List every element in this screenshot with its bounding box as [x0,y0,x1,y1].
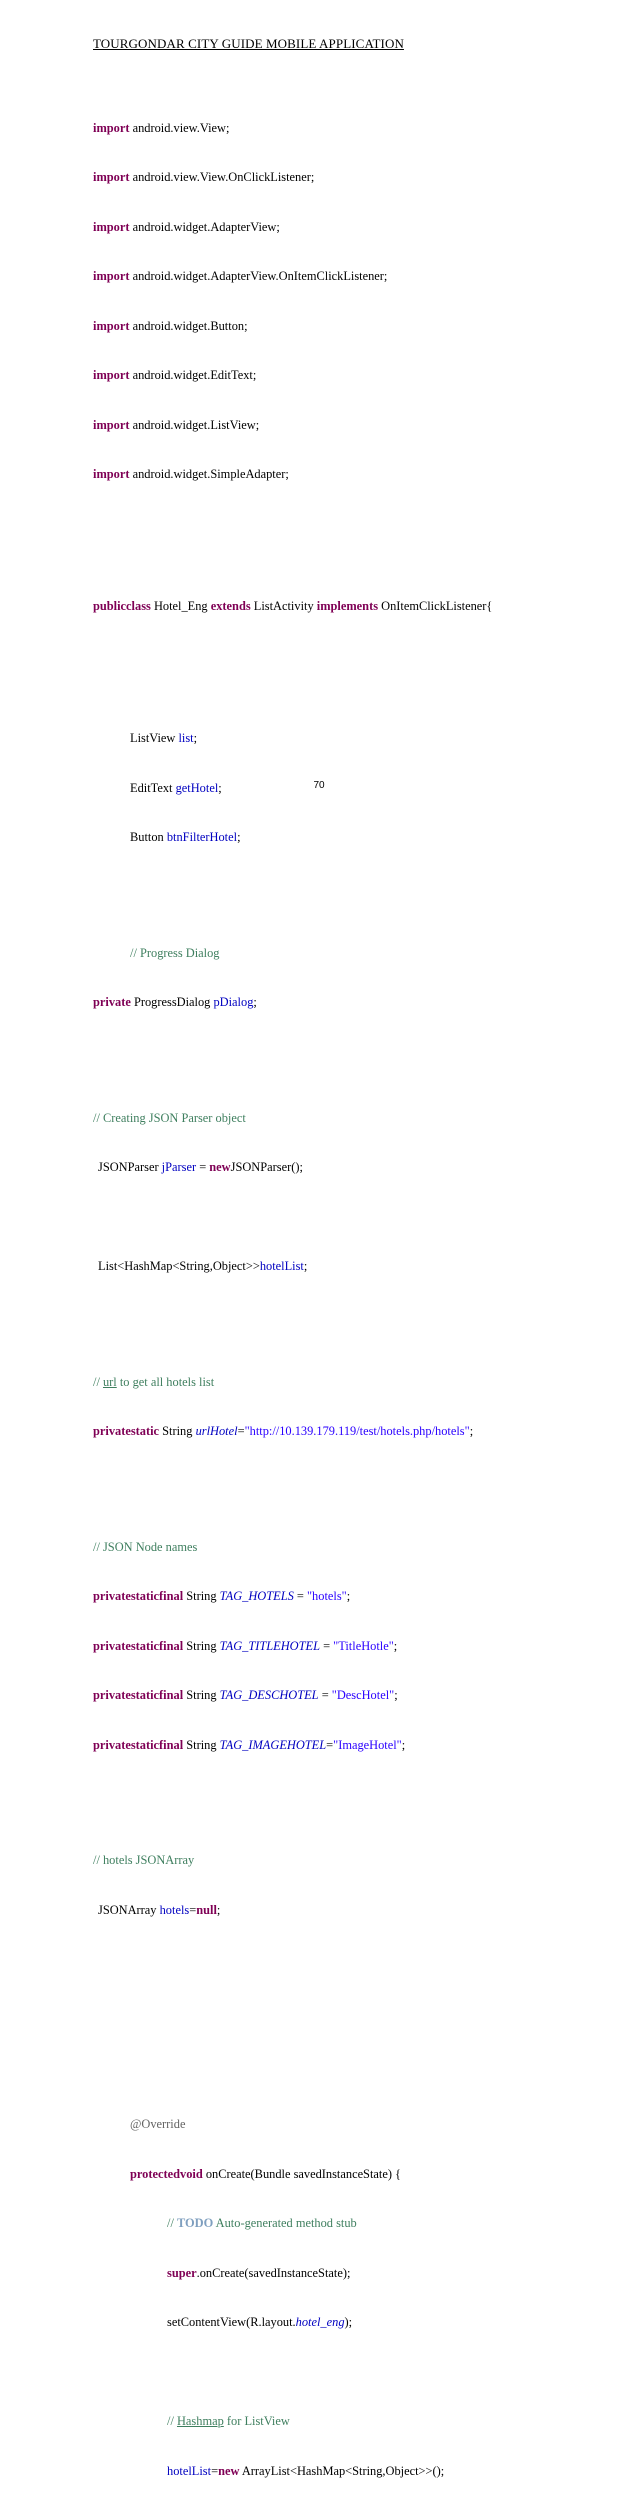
field-type: String [183,1638,220,1653]
blank-line [93,1473,613,1490]
terminator: ; [193,731,198,745]
keyword: import [93,170,130,184]
blank-line [93,879,613,896]
field-declaration [93,1159,613,1176]
blank-line [93,516,613,533]
field-name: TAG_HOTELS [219,1589,294,1603]
annotation: @Override [130,2117,186,2131]
comment-prefix: // [167,2414,177,2428]
keyword: privatestaticfinal [93,1638,184,1653]
operator: = [318,1688,332,1702]
blank-line [93,2050,613,2067]
keyword: implements [316,599,379,613]
keyword: import [93,120,130,135]
terminator: ; [253,995,257,1009]
import-path: android.widget.AdapterView.OnItemClickListener; [129,269,388,283]
field-type: Button [130,830,167,844]
keyword: super [167,2265,197,2280]
statement [93,2314,613,2331]
field-name: hotelList [259,1259,304,1273]
field-name: hotels [159,1902,190,1917]
field-name: hotelList [167,2463,212,2478]
import-path: android.widget.AdapterView; [129,219,280,234]
import-line [93,466,613,483]
field-type: String [159,1424,196,1438]
code-comment: // hotels JSONArray [93,1853,195,1867]
blank-line [93,2001,613,2018]
import-line [93,219,613,236]
keyword: privatestatic [93,1424,160,1438]
field-type: EditText [130,780,176,795]
keyword: import [93,269,130,283]
keyword: new [209,1160,231,1174]
terminator: ; [469,1424,474,1438]
import-path: android.widget.EditText; [129,368,257,382]
field-name: jParser [161,1160,197,1174]
code-comment: // Progress Dialog [130,945,220,960]
blank-line [93,1308,613,1325]
terminator: ; [216,1902,221,1917]
keyword: private [93,995,131,1009]
blank-line [93,1209,613,1226]
keyword: null [196,1902,217,1917]
comment-text: for ListView [223,2414,290,2428]
keyword: import [93,219,130,234]
keyword: import [93,467,130,481]
base-class: ListActivity [250,599,317,613]
field-name: TAG_DESCHOTEL [219,1688,319,1702]
field-name: list [178,731,194,745]
import-path: android.view.View.OnClickListener; [129,170,315,184]
operator: = [237,1424,245,1438]
terminator: ; [303,1259,308,1273]
field-declaration [93,994,613,1011]
code-comment [93,2215,613,2232]
keyword: privatestaticfinal [93,1688,184,1702]
constant-declaration [93,1638,613,1655]
comment-prefix: // [93,1374,103,1389]
field-declaration [93,730,613,747]
import-line [93,268,613,285]
import-path: android.widget.Button; [129,318,248,333]
terminator: ; [401,1737,406,1752]
code-comment: // JSON Node names [93,1539,198,1554]
blank-line [93,1044,613,1061]
string-literal: "ImageHotel" [333,1737,402,1752]
keyword: extends [210,599,251,613]
method-declaration [93,2166,613,2183]
keyword: privatestaticfinal [93,1589,184,1603]
import-line [93,367,613,384]
constant-declaration [93,1737,613,1754]
method-signature: onCreate(Bundle savedInstanceState) { [202,2166,402,2181]
field-name: TAG_IMAGEHOTEL [219,1737,327,1752]
import-line [93,318,613,335]
terminator: ; [218,780,222,795]
import-line [93,417,613,434]
operator: = [326,1737,334,1752]
field-type: ProgressDialog [130,995,214,1009]
field-type: JSONArray [98,1902,160,1917]
keyword: import [93,417,130,432]
code-comment [93,2413,613,2430]
blank-line [93,2364,613,2381]
constant-declaration [93,1588,613,1605]
constructor-call: JSONParser(); [230,1160,303,1174]
terminator: ; [346,1589,351,1603]
operator: = [319,1638,334,1653]
terminator: ; [237,830,241,844]
import-path: android.view.View; [129,120,230,135]
class-declaration [93,598,613,615]
keyword: new [218,2463,240,2478]
field-type: JSONParser [98,1160,162,1174]
import-line [93,169,613,186]
field-name: getHotel [175,780,219,795]
field-name: TAG_TITLEHOTEL [219,1638,320,1653]
string-literal: "TitleHotle" [333,1638,394,1653]
string-literal: "hotels" [307,1589,347,1603]
terminator: ); [344,2315,353,2329]
terminator: ; [393,1638,398,1653]
import-path: android.widget.SimpleAdapter; [129,467,289,481]
code-comment [93,1374,613,1391]
operator: = [189,1902,197,1917]
import-line [93,120,613,137]
field-name: urlHotel [195,1424,238,1438]
keyword: protectedvoid [130,2166,203,2181]
underlined-word: Hashmap [176,2414,224,2428]
field-declaration [93,829,613,846]
string-literal: "http://10.139.179.119/test/hotels.php/hotels" [244,1424,470,1438]
keyword: publicclass [93,599,151,613]
field-type: String [183,1688,220,1702]
class-name: Hotel_Eng [150,599,211,613]
constructor-call: ArrayList<HashMap<String,Object>>(); [239,2463,445,2478]
field-name: pDialog [213,995,254,1009]
statement [93,2265,613,2282]
import-path: android.widget.ListView; [129,417,260,432]
field-type: List<HashMap<String,Object>> [98,1259,260,1273]
blank-line [93,1951,613,1968]
field-type: ListView [130,731,179,745]
terminator: ; [394,1688,398,1702]
interface-name: OnItemClickListener{ [378,599,493,613]
operator: = [211,2463,219,2478]
constant-declaration [93,1687,613,1704]
operator: = [196,1160,210,1174]
keyword: import [93,368,130,382]
operator: = [293,1589,307,1603]
field-type: String [183,1589,220,1603]
blank-line [93,648,613,665]
field-declaration [93,1902,613,1919]
comment-prefix: // [167,2216,177,2230]
field-type: String [183,1737,220,1752]
field-name: hotel_eng [295,2315,345,2329]
underlined-word: url [102,1374,117,1389]
code-listing [93,70,613,2512]
document-header: TOURGONDAR CITY GUIDE MOBILE APPLICATION [93,36,404,51]
method-call: setContentView(R.layout. [167,2315,296,2329]
page-number: 70 [313,780,325,791]
field-declaration [93,1423,613,1440]
code-comment: // Creating JSON Parser object [93,1110,246,1125]
comment-text: to get all hotels list [116,1374,215,1389]
todo-tag: TODO [176,2216,214,2230]
keyword: import [93,318,130,333]
field-declaration [93,1258,613,1275]
statement [93,2463,613,2480]
keyword: privatestaticfinal [93,1737,184,1752]
comment-text: Auto-generated method stub [213,2216,357,2230]
string-literal: "DescHotel" [331,1688,395,1702]
blank-line [93,1786,613,1803]
field-name: btnFilterHotel [166,830,238,844]
method-call: .onCreate(savedInstanceState); [196,2265,351,2280]
